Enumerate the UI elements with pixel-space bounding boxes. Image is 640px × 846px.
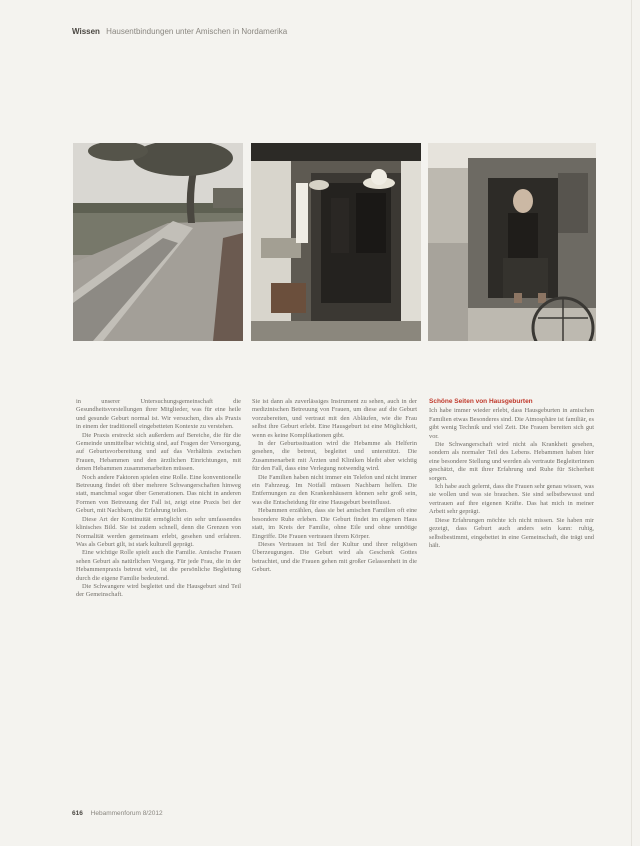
text-column-1 bbox=[76, 398, 241, 808]
paragraph: Ich habe auch gelernt, dass die Frauen sehr genau wissen, was sie wollen und was sie brauchen. Sie sind selbstbewusst und vertrauen auf ihre eigenen Kräfte. Das hat mich in meiner Arbeit sehr geprägt. bbox=[429, 483, 594, 516]
publication-name: Hebammenforum 8/2012 bbox=[90, 810, 163, 817]
paragraph: Die Praxis erstreckt sich außerdem auf Bereiche, die für die Gemeinde unmittelbar wichtig sind, auf Fragen der Versorgung, auf Geburtsvorbereitung und auf das Verhältnis zwischen Frauen, Hebammen und den ärztlichen Einrichtungen, mit denen Hebammen zusammenarbeiten müssen. bbox=[76, 431, 241, 473]
paragraph: Die Schwangerschaft wird nicht als Krankheit gesehen, sondern als normaler Teil des Lebens. Hebammen haben hier eine besondere Stellung und werden als vertraute Begleiterinnen geschätzt, die mit ihrer Erfahrung und Ruhe für Sicherheit sorgen. bbox=[429, 441, 594, 482]
paragraph: Diese Erfahrungen möchte ich nicht missen. Sie haben mir gezeigt, dass Geburt auch anders sein kann: ruhig, selbstbestimmt, eingebettet in eine Gemeinschaft, die trägt und hält. bbox=[429, 516, 594, 549]
paragraph: Die Schwangere wird begleitet und die Hausgeburt sind Teil der Gemeinschaft. bbox=[76, 582, 241, 599]
paragraph: Ich habe immer wieder erlebt, dass Hausgeburten in amischen Familien etwas Besonderes sind. Die Atmosphäre ist familiär, es gibt wenig Technik und viel Zeit. Die Frauen bereiten sich gut vor. bbox=[429, 407, 594, 440]
paragraph: Hebammen erzählen, dass sie bei amischen Familien oft eine besondere Ruhe erleben. Die Geburt findet im eigenen Haus statt, im Kreis der Familie, ohne Eile und ohne unnötige Eingriffe. Die Frauen vertrauen ihrem Körper. bbox=[252, 507, 417, 540]
page-number: 616 bbox=[72, 810, 83, 817]
paragraph: Die Familien haben nicht immer ein Telefon und nicht immer ein Fahrzeug. Im Notfall müssen Nachbarn helfen. Die Entfernungen zu den Krankenhäusern können sehr groß sein, was die Entscheidung für eine Hausgeburt beeinflusst. bbox=[252, 473, 417, 506]
paragraph: Diese Art der Kontinuität ermöglicht ein sehr umfassendes klinisches Bild. Sie ist zudem schnell, denn die Grenzen von Normalität werden gemeinsam erlebt, gesehen und erfahren. Was als Geburt gilt, ist stark kulturell geprägt. bbox=[76, 515, 241, 548]
paragraph: in unserer Untersuchungsgemeinschaft die Gesundheitsvorstellungen ihrer Mitglieder, was für eine heile und gesunde Geburt normal ist. Wir versuchen, dies als Praxis in einem der traditionell eingebetteten Kontexte zu verstehen. bbox=[76, 398, 241, 431]
page-footer bbox=[72, 810, 163, 817]
paragraph: Sie ist dann als zuverlässiges Instrument zu sehen, auch in der medizinischen Betreuung von Frauen, um diese auf die Geburt vorzubereiten, und vertraut mit den Abläufen, wie die Frau selbst ihre Geburt erlebt. Eine Hausgeburt ist eine Möglichkeit, wenn es keine Komplikationen gibt. bbox=[252, 398, 417, 439]
page-edge bbox=[631, 0, 632, 846]
section-subhead: Schöne Seiten von Hausgeburten bbox=[429, 398, 533, 405]
section-label: Wissen bbox=[72, 27, 100, 36]
paragraph: Eine wichtige Rolle spielt auch die Familie. Amische Frauen sehen Geburt als natürlichen Vorgang. Für jede Frau, die in der Hebammenpraxis betreut wird, ist die persönliche Begleitung durch die eigene Familie bedeutend. bbox=[76, 549, 241, 582]
text-column-3 bbox=[429, 398, 594, 808]
text-column-2 bbox=[252, 398, 417, 808]
header-title: Hausentbindungen unter Amischen in Nordamerika bbox=[106, 27, 288, 36]
paragraph: In der Geburtssituation wird die Hebamme als Helferin gesehen, die betreut, begleitet und unterstützt. Die Zusammenarbeit mit Ärzten und Kliniken bleibt aber wichtig für den Fall, dass eine Verlegung notwendig wird. bbox=[252, 440, 417, 473]
running-header bbox=[72, 27, 572, 36]
photo-woman-buggy bbox=[428, 143, 596, 341]
photo-country-road bbox=[73, 143, 243, 341]
photo-porch-hats bbox=[251, 143, 421, 341]
paragraph: Dieses Vertrauen ist Teil der Kultur und ihrer religiösen Überzeugungen. Die Geburt wird als Geschenk Gottes betrachtet, und die Frauen gehen mit großer Gelassenheit in die Geburt. bbox=[252, 540, 417, 574]
paragraph: Noch andere Faktoren spielen eine Rolle. Eine konventionelle Betreuung findet oft über mehrere Schwangerschaften hinweg statt, manchmal sogar über Generationen. Das nicht in anderen Formen von Betreuung der Fall ist, zeigt eine Praxis bei der Geburt, mit Nachbarn, die Erfahrung teilen. bbox=[76, 473, 241, 515]
